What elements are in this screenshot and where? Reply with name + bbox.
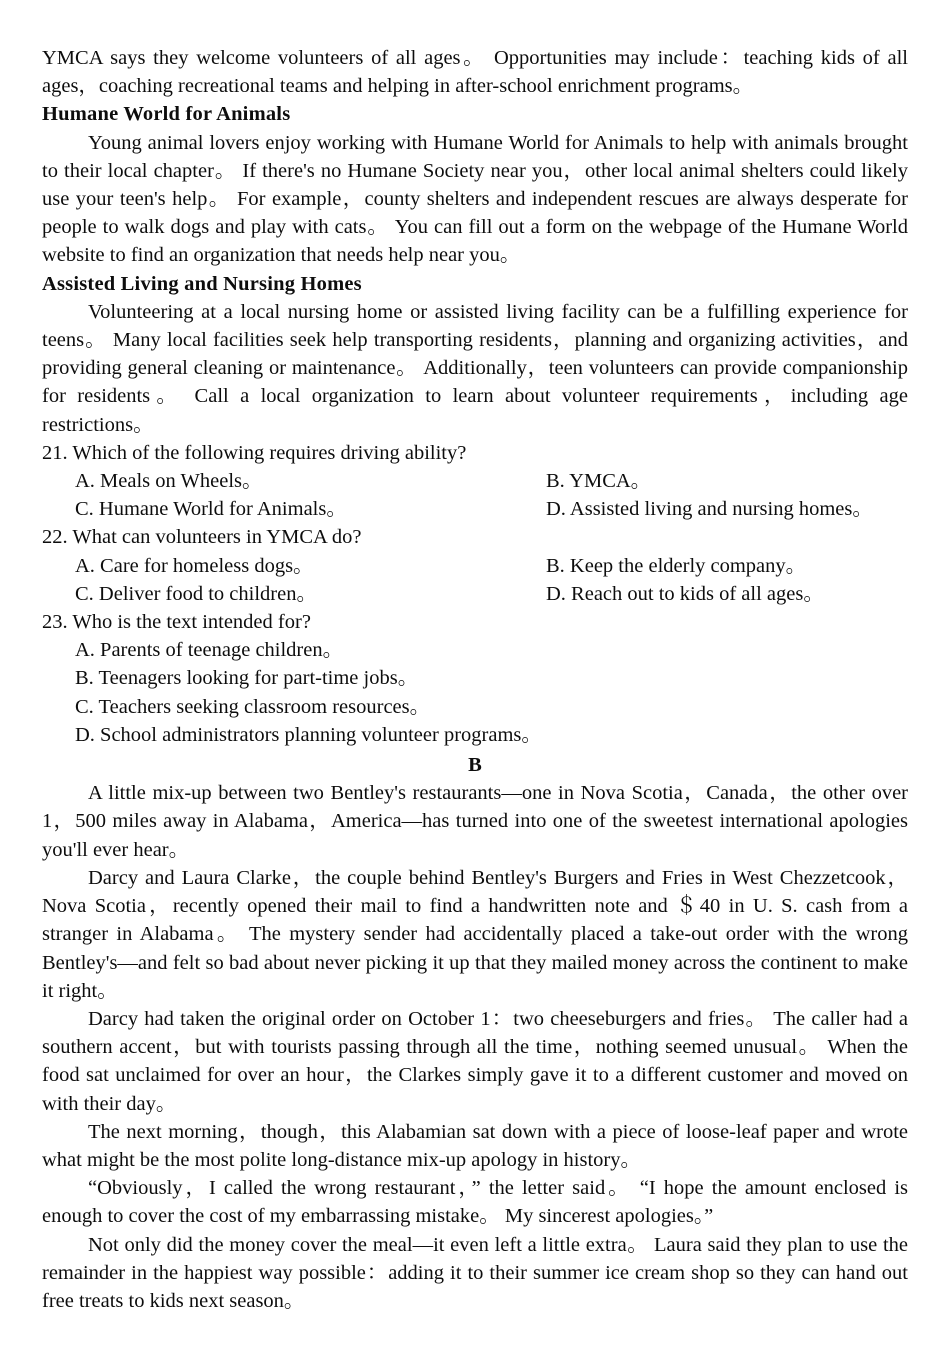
section-heading-humane-world: Humane World for Animals (42, 103, 291, 126)
question-22-number: 22. (42, 526, 68, 549)
question-21-stem-text: Which of the following requires driving ability? (72, 441, 467, 464)
question-23-option-d[interactable]: D. School administrators planning volunteer programs。 (75, 723, 542, 746)
question-21-options (42, 467, 908, 523)
question-22 (42, 523, 908, 608)
question-22-option-c[interactable]: C. Deliver food to children。 (75, 582, 317, 605)
question-21-number: 21. (42, 441, 68, 464)
question-22-option-d[interactable]: D. Reach out to kids of all ages。 (546, 582, 824, 605)
question-23-number: 23. (42, 611, 68, 634)
passage-a-intro-paragraph: YMCA says they welcome volunteers of all ages。 Opportunities may include：teaching kids of all ages，coaching recreational teams and helping in after-school enrichment programs。 (42, 47, 908, 98)
question-21-option-b[interactable]: B. YMCA。 (546, 470, 652, 493)
question-21-option-d[interactable]: D. Assisted living and nursing homes。 (546, 498, 873, 521)
document-body (42, 44, 908, 1315)
question-21-option-c[interactable]: C. Humane World for Animals。 (75, 498, 347, 521)
question-22-options (42, 552, 908, 608)
passage-b-paragraph-5: “Obviously，I called the wrong restaurant，” the letter said。 “I hope the amount enclosed is enough to cover the cost of my embarrassing mistake。 My sincerest apologies。” (42, 1177, 908, 1228)
question-21-option-a[interactable]: A. Meals on Wheels。 (75, 470, 263, 493)
question-21 (42, 439, 908, 524)
question-23 (42, 608, 908, 749)
passage-b-marker: B (468, 754, 482, 777)
passage-b-paragraph-6: Not only did the money cover the meal—it even left a little extra。 Laura said they plan to use the remainder in the happiest way possible：adding it to their summer ice cream shop so they can hand out free treats to kids next season。 (42, 1233, 908, 1312)
section-body-assisted-living: Volunteering at a local nursing home or assisted living facility can be a fulfilling experience for teens。 Many local facilities seek help transporting residents，planning and organizing activities，and providing general cleaning or maintenance。 Additionally，teen volunteers can provide companionship for residents。 Call a local organization to learn about volunteer requirements，including age restrictions。 (42, 300, 908, 436)
question-22-stem-line (42, 523, 908, 551)
question-23-option-a[interactable]: A. Parents of teenage children。 (75, 639, 344, 662)
question-23-stem-line (42, 608, 908, 636)
question-22-stem-text: What can volunteers in YMCA do? (72, 526, 362, 549)
question-22-option-a[interactable]: A. Care for homeless dogs。 (75, 554, 314, 577)
question-23-option-b[interactable]: B. Teenagers looking for part-time jobs。 (75, 667, 419, 690)
passage-b-paragraph-3: Darcy had taken the original order on October 1：two cheeseburgers and fries。 The caller had a southern accent，but with tourists passing through all the time，nothing seemed unusual。 When the food sat unclaimed for over an hour，the Clarkes simply gave it to a different customer and moved on with their day。 (42, 1007, 908, 1115)
question-21-stem-line (42, 439, 908, 467)
question-22-option-b[interactable]: B. Keep the elderly company。 (546, 554, 807, 577)
section-body-humane-world: Young animal lovers enjoy working with Humane World for Animals to help with animals brought to their local chapter。 If there's no Humane Society near you，other local animal shelters could likely use your teen's help。 For example，county shelters and independent rescues are always desperate for people to walk dogs and play with cats。 You can fill out a form on the webpage of the Humane World website to find an organization that needs help near you。 (42, 131, 908, 267)
passage-b-paragraph-2: Darcy and Laura Clarke，the couple behind Bentley's Burgers and Fries in West Chezzetcook，Nova Scotia，recently opened their mail to find a handwritten note and ＄40 in U. S. cash from a stranger in Alabama。 The mystery sender had accidentally placed a take-out order with the wrong Bentley's—and felt so bad about never picking it up that they mailed money across the continent to make it right。 (42, 866, 908, 1002)
question-23-stem-text: Who is the text intended for? (72, 611, 311, 634)
question-23-option-c[interactable]: C. Teachers seeking classroom resources。 (75, 695, 431, 718)
question-23-options (42, 636, 908, 749)
passage-b-paragraph-1: A little mix-up between two Bentley's restaurants—one in Nova Scotia，Canada，the other over 1，500 miles away in Alabama，America—has turned into one of the sweetest international apologies you'll ever hear。 (42, 782, 908, 861)
section-heading-assisted-living: Assisted Living and Nursing Homes (42, 272, 362, 295)
passage-b-paragraph-4: The next morning，though，this Alabamian sat down with a piece of loose-leaf paper and wrote what might be the most polite long-distance mix-up apology in history。 (42, 1120, 908, 1171)
